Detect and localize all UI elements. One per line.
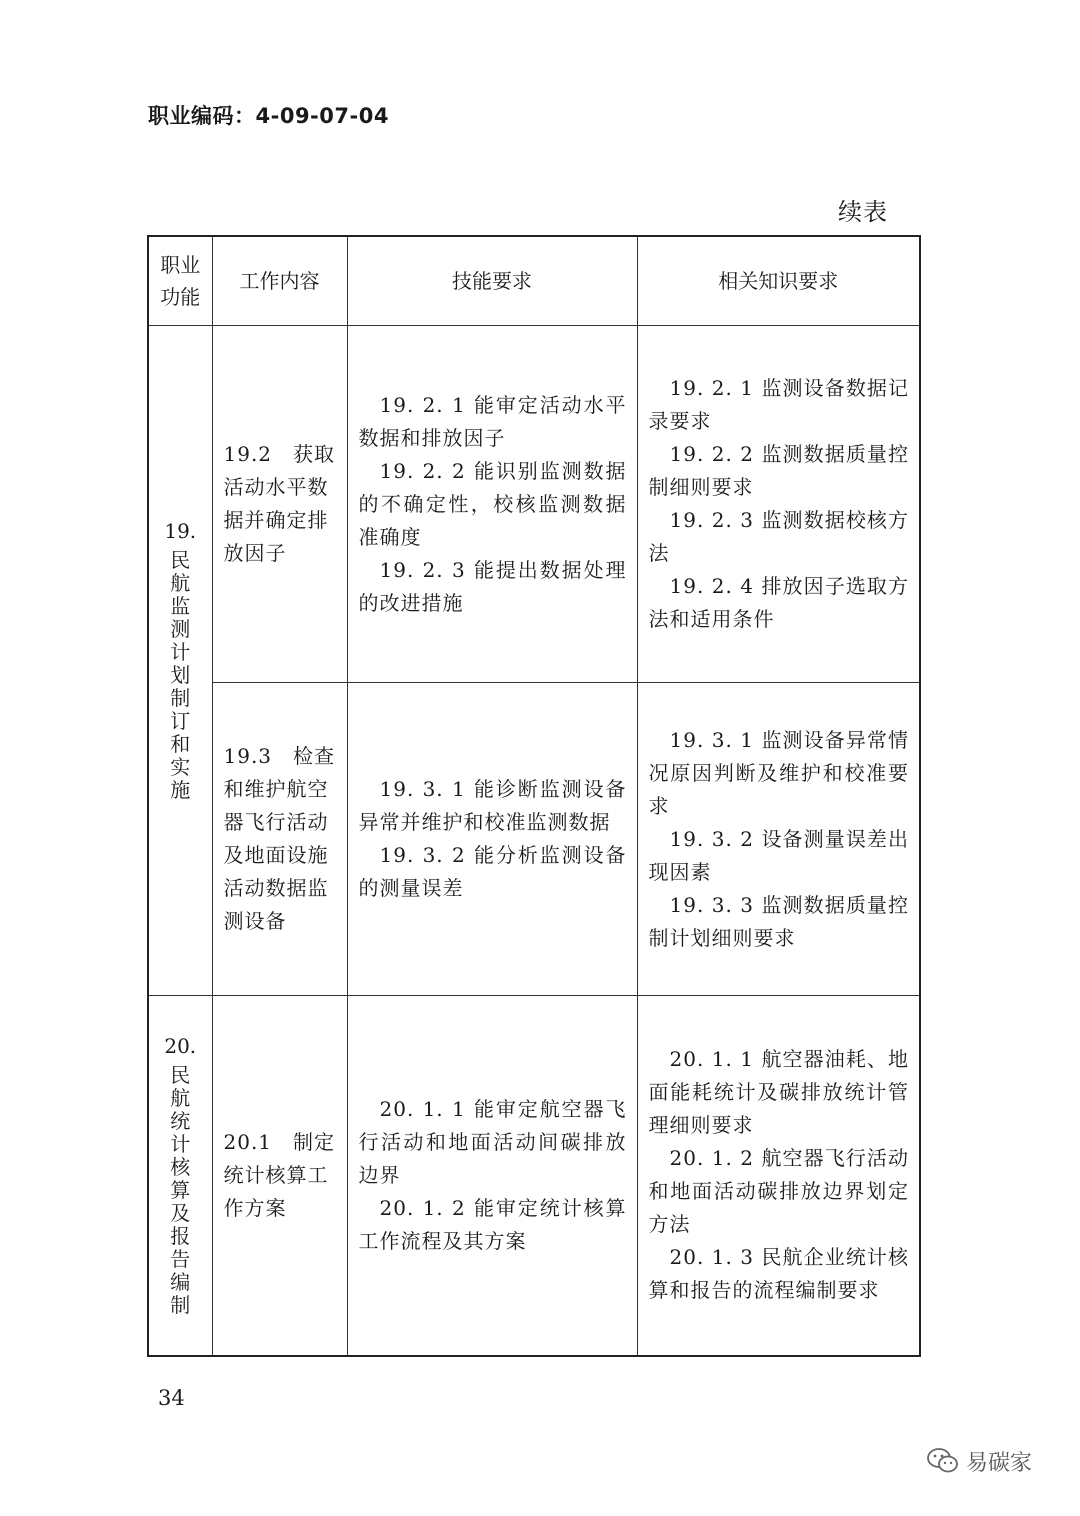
watermark-text: 易碳家 [966, 1450, 1033, 1476]
work-content-cell: 19.2 获取活动水平数据并确定排放因子 [212, 326, 347, 683]
skills-cell: 19. 3. 1 能诊断监测设备异常并维护和校准监测数据 19. 3. 2 能分析监测设备的测量误差 [347, 683, 637, 996]
page-number: 34 [158, 1386, 185, 1410]
col-header-skills: 技能要求 [347, 236, 637, 326]
function-cell-20: 20. 民航统计核算及报告编制 [148, 996, 212, 1356]
occupation-code: 职业编码：4-09-07-04 [148, 104, 389, 128]
col-header-function: 职业功能 [148, 236, 212, 326]
skills-cell: 20. 1. 1 能审定航空器飞行活动和地面活动间碳排放边界 20. 1. 2 能审定统计核算工作流程及其方案 [347, 996, 637, 1356]
skill-table [147, 235, 921, 1357]
table-row [148, 326, 920, 683]
col-header-knowledge: 相关知识要求 [637, 236, 920, 326]
table-row [148, 683, 920, 996]
knowledge-cell: 20. 1. 1 航空器油耗、地面能耗统计及碳排放统计管理细则要求 20. 1. 2 航空器飞行活动和地面活动碳排放边界划定方法 20. 1. 3 民航企业统计核算和报告的流程编制要求 [637, 996, 920, 1356]
table-row [148, 996, 920, 1356]
wechat-icon [926, 1447, 960, 1475]
knowledge-cell: 19. 3. 1 监测设备异常情况原因判断及维护和校准要求 19. 3. 2 设备测量误差出现因素 19. 3. 3 监测数据质量控制计划细则要求 [637, 683, 920, 996]
work-content-cell: 19.3 检查和维护航空器飞行活动及地面设施活动数据监测设备 [212, 683, 347, 996]
col-header-work: 工作内容 [212, 236, 347, 326]
table-header-row [148, 236, 920, 326]
watermark [926, 1444, 1032, 1478]
function-cell-19: 19. 民航监测计划制订和实施 [148, 326, 212, 996]
skills-cell: 19. 2. 1 能审定活动水平数据和排放因子 19. 2. 2 能识别监测数据的不确定性，校核监测数据准确度 19. 2. 3 能提出数据处理的改进措施 [347, 326, 637, 683]
knowledge-cell: 19. 2. 1 监测设备数据记录要求 19. 2. 2 监测数据质量控制细则要求 19. 2. 3 监测数据校核方法 19. 2. 4 排放因子选取方法和适用条件 [637, 326, 920, 683]
work-content-cell: 20.1 制定统计核算工作方案 [212, 996, 347, 1356]
continued-label: 续表 [838, 198, 888, 226]
